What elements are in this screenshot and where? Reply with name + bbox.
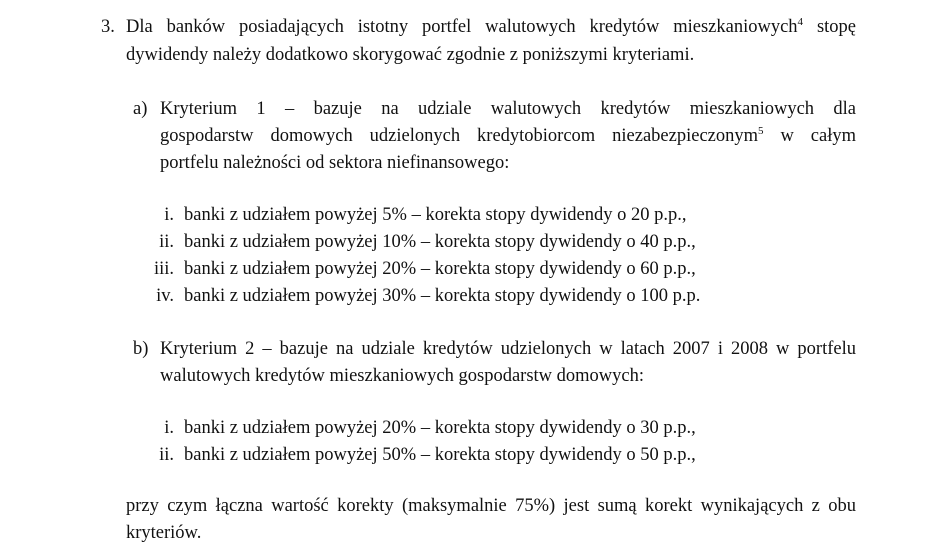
footnote-ref-4: 4	[797, 16, 804, 28]
closing-line-1: przy czym łączna wartość korekty (maksymalnie 75%) jest sumą korekt wynikających z obu	[126, 496, 856, 516]
criterion-b-line-1: Kryterium 2 – bazuje na udziale kredytów udzielonych w latach 2007 i 2008 w portfelu	[160, 339, 856, 359]
criterion-b-marker: b)	[133, 339, 149, 359]
footnote-ref-5: 5	[758, 125, 764, 137]
criterion-b-line-2: walutowych kredytów mieszkaniowych gospodarstw domowych:	[160, 366, 644, 386]
criterion-a-item-text: banki z udziałem powyżej 20% – korekta stopy dywidendy o 60 p.p.,	[184, 259, 696, 279]
criterion-b-item-text: banki z udziałem powyżej 20% – korekta stopy dywidendy o 30 p.p.,	[184, 418, 696, 438]
item-3-line-1-end: stopę	[816, 17, 856, 37]
criterion-a-item-number: iii.	[153, 259, 174, 279]
criterion-a-item-number: ii.	[159, 232, 174, 252]
criterion-a-item-text: banki z udziałem powyżej 30% – korekta stopy dywidendy o 100 p.p.	[184, 286, 701, 306]
criterion-a-line-2	[160, 126, 856, 147]
item-3-number: 3.	[101, 17, 115, 37]
item-3-line-1-text: Dla banków posiadających istotny portfel walutowych kredytów mieszkaniowych	[126, 17, 798, 37]
criterion-b-item-number: i.	[164, 418, 174, 438]
criterion-a-line-3: portfelu należności od sektora niefinansowego:	[160, 153, 510, 173]
criterion-a-line-2-end: w całym	[780, 126, 857, 146]
item-3-line-1	[126, 17, 856, 38]
criterion-a-item-text: banki z udziałem powyżej 5% – korekta stopy dywidendy o 20 p.p.,	[184, 205, 687, 225]
criterion-a-line-2-text: gospodarstw domowych udzielonych kredytobiorcom niezabezpieczonym	[160, 126, 759, 146]
closing-line-2: kryteriów.	[126, 523, 202, 543]
criterion-a-marker: a)	[133, 99, 148, 119]
criterion-a-item-number: iv.	[156, 286, 174, 306]
criterion-b-item-number: ii.	[159, 445, 174, 465]
criterion-b-item-text: banki z udziałem powyżej 50% – korekta stopy dywidendy o 50 p.p.,	[184, 445, 696, 465]
criterion-a-item-number: i.	[164, 205, 174, 225]
item-3-line-2: dywidendy należy dodatkowo skorygować zgodnie z poniższymi kryteriami.	[126, 45, 695, 65]
criterion-a-line-1: Kryterium 1 – bazuje na udziale walutowych kredytów mieszkaniowych dla	[160, 99, 856, 119]
criterion-a-item-text: banki z udziałem powyżej 10% – korekta stopy dywidendy o 40 p.p.,	[184, 232, 696, 252]
